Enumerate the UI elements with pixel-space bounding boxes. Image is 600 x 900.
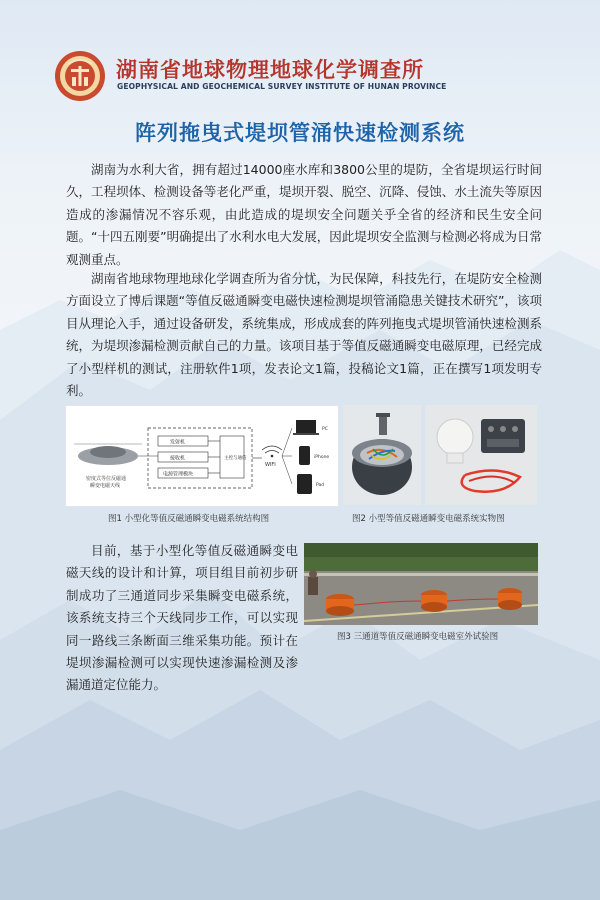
figure-1-caption: 图1 小型化等值反磁通瞬变电磁系统结构图 (108, 514, 270, 524)
phone-icon (299, 446, 310, 465)
device-label-pad: Pad (316, 483, 325, 488)
orange-coil-3 (498, 588, 522, 610)
device-label-phone: iPhone (314, 455, 330, 460)
structure-diagram (66, 406, 338, 506)
institute-logo (54, 50, 106, 102)
page-title: 阵列拖曳式堤坝管涌快速检测系统 (135, 121, 465, 145)
device-label-pc: PC (322, 427, 328, 432)
antenna-label-2: 瞬变电磁天线 (90, 483, 121, 489)
wifi-label: WIFI (265, 462, 276, 468)
person-icon (308, 570, 318, 595)
wifi-icon (262, 446, 282, 457)
figure-3-field-test-photo (304, 543, 538, 625)
paragraph-intro: 湖南为水利大省，拥有超过14000座水库和3800公里的堤防，全省堤坝运行时间久，工程坝体、检测设备等老化严重，堤坝开裂、脱空、沉降、侵蚀、水土流失等原因造成的渗漏情况不容乐观，由此造成的堤坝安全问题关乎全省的经济和民生安全问题。“十四五刚要”明确提出了水利水电大发展，因此堤坝安全监测与检测必将成为日常观测重点。 (66, 162, 542, 267)
figure-1-structure-diagram (65, 405, 339, 507)
orange-coil-2 (421, 590, 447, 612)
instrument-drum-illustration (343, 405, 421, 505)
paragraph-project: 湖南省地球物理地球化学调查所为省分忧，为民保障，科技先行，在堤防安全检测方面设立了博后课题“等值反磁通瞬变电磁快速检测堤坝管涌隐患关键技术研究”，该项目从理论入手，通过设备研发，系统集成，形成成套的阵列拖曳式堤坝管涌快速检测系统，为堤坝渗漏检测贡献自己的力量。该项目基于等值反磁通瞬变电磁原理，已经完成了小型样机的测试，注册软件1项，发表论文1篇，投稿论文1篇，正在撰写1项发明专利。 (66, 271, 542, 399)
paragraph-progress: 目前，基于小型化等值反磁通瞬变电磁天线的设计和计算，项目组目前初步研制成功了三通道同步采集瞬变电磁系统，该系统支持三个天线同步工作，可以实现同一路线三条断面三维采集功能。预计在堤坝渗漏检测可以实现快速渗漏检测及渗漏通道定位能力。 (66, 543, 298, 693)
orange-coil-1 (326, 594, 354, 616)
figure-2-device-photo (425, 405, 537, 505)
tablet-icon (297, 474, 312, 494)
antenna-label-1: 密度式等位反磁通 (86, 476, 127, 482)
org-name-en: GEOPHYSICAL AND GEOCHEMICAL SURVEY INSTITUTE OF HUNAN PROVINCE (117, 82, 447, 91)
antenna-top (90, 446, 126, 458)
module-label-1: 发射机 (170, 439, 186, 446)
figure-2-caption: 图2 小型等值反磁通瞬变电磁系统实物图 (352, 514, 505, 524)
org-name-cn: 湖南省地球物理地球化学调查所 (116, 58, 424, 82)
figure-3-caption: 图3 三通道等值反磁通瞬变电磁室外试验图 (337, 632, 499, 642)
laptop-icon (293, 420, 319, 435)
module-label-3: 电源管理模块 (163, 471, 194, 478)
device-photo-illustration (425, 405, 537, 505)
module-label-2: 接收机 (170, 455, 186, 462)
figure-2-instrument-photo (343, 405, 421, 505)
field-test-illustration (304, 543, 538, 625)
controller-label: 主控与通信 (224, 456, 247, 461)
